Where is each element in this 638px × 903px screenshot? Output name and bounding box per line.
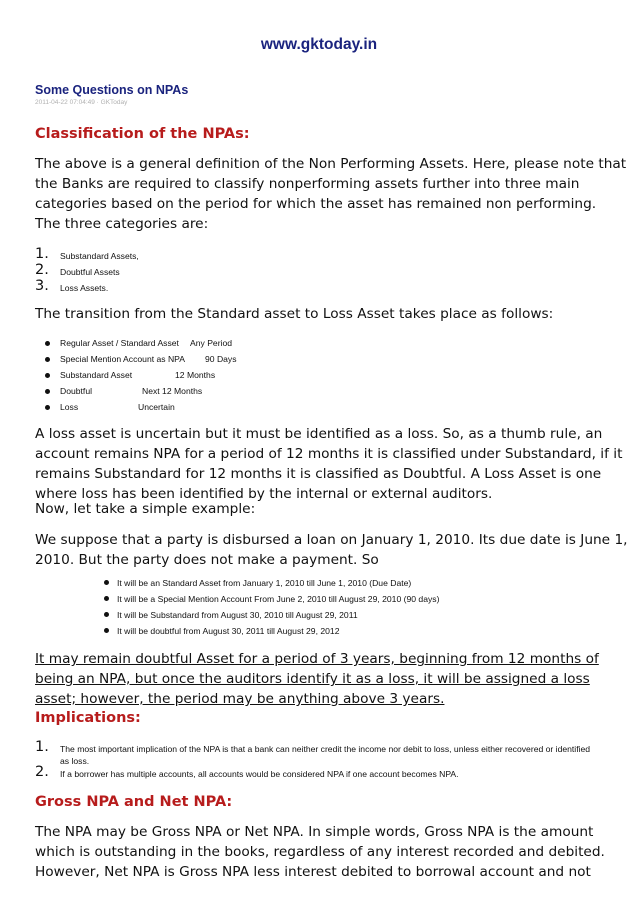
- example-item: It will be a Special Mention Account From June 2, 2010 till August 29, 2010 (90 days): [117, 594, 440, 604]
- text-line: account remains NPA for a period of 12 months it is classified under Substandard, if it: [35, 446, 623, 462]
- example-item: It will be Substandard from August 30, 2010 till August 29, 2011: [117, 610, 358, 620]
- transition-label: Substandard Asset: [60, 370, 133, 380]
- bullet-icon: [45, 389, 50, 394]
- post-meta: 2011-04-22 07:04:49 · GKToday: [35, 99, 128, 106]
- gross-net-paragraph: [35, 822, 615, 882]
- text-line: It may remain doubtful Asset for a period of 3 years, beginning from 12 months of: [35, 651, 599, 667]
- transition-label: Special Mention Account as NPA: [60, 354, 185, 364]
- text-line: which is outstanding in the books, regardless of any interest recorded and debited.: [35, 844, 605, 860]
- transition-label: Regular Asset / Standard Asset: [60, 338, 179, 348]
- text-line: categories based on the period for which the asset has remained non performing.: [35, 196, 597, 212]
- text-line: being an NPA, but once the auditors identify it as a loss, it will be assigned a loss: [35, 671, 590, 687]
- transition-label: Loss: [60, 402, 79, 412]
- implication-item: The most important implication of the NPA is that a bank can neither credit the income nor debit to loss, unless either recovered or identified: [60, 744, 591, 754]
- bullet-icon: [104, 580, 109, 585]
- bullet-icon: [45, 373, 50, 378]
- text-line: A loss asset is uncertain but it must be identified as a loss. So, as a thumb rule, an: [35, 426, 603, 442]
- post-title: Some Questions on NPAs: [35, 83, 189, 97]
- list-item: Substandard Assets,: [60, 251, 139, 261]
- heading-gross-net-npa: Gross NPA and Net NPA:: [35, 794, 233, 810]
- list-number: 3.: [35, 278, 49, 294]
- example-item: It will be doubtful from August 30, 2011 till August 29, 2012: [117, 626, 340, 636]
- transition-period: 90 Days: [205, 354, 237, 364]
- example-item: It will be an Standard Asset from January 1, 2010 till June 1, 2010 (Due Date): [117, 578, 412, 588]
- list-number: 1.: [35, 739, 49, 755]
- text-line: However, Net NPA is Gross NPA less interest debited to borrowal account and not: [35, 864, 591, 880]
- text-line: where loss has been identified by the internal or external auditors.: [35, 486, 493, 502]
- text-line: the Banks are required to classify nonperforming assets further into three main: [35, 176, 580, 192]
- bullet-icon: [104, 628, 109, 633]
- categories-intro: The three categories are:: [35, 216, 209, 232]
- loss-paragraph: [35, 424, 623, 504]
- implication-item: If a borrower has multiple accounts, all accounts would be considered NPA if one account becomes NPA.: [60, 769, 459, 779]
- bullet-icon: [104, 596, 109, 601]
- heading-implications: Implications:: [35, 710, 141, 726]
- underlined-paragraph: [35, 649, 615, 709]
- list-number: 2.: [35, 262, 49, 278]
- implication-item: as loss.: [60, 756, 90, 766]
- list-number: 2.: [35, 764, 49, 780]
- intro-paragraph: [35, 154, 627, 214]
- list-item: Loss Assets.: [60, 283, 109, 293]
- text-line: The NPA may be Gross NPA or Net NPA. In simple words, Gross NPA is the amount: [35, 824, 594, 840]
- transition-label: Doubtful: [60, 386, 93, 396]
- bullet-icon: [45, 341, 50, 346]
- bullet-icon: [45, 357, 50, 362]
- text-line: asset; however, the period may be anything above 3 years.: [35, 691, 445, 707]
- text-line: The above is a general definition of the Non Performing Assets. Here, please note that: [35, 156, 627, 172]
- transition-period: 12 Months: [175, 370, 216, 380]
- list-item: Doubtful Assets: [60, 267, 120, 277]
- transition-period: Next 12 Months: [142, 386, 203, 396]
- list-number: 1.: [35, 246, 49, 262]
- site-url[interactable]: www.gktoday.in: [260, 36, 378, 53]
- transition-period: Uncertain: [138, 402, 175, 412]
- bullet-icon: [104, 612, 109, 617]
- example-paragraph: [35, 530, 628, 570]
- text-line: 2010. But the party does not make a payment. So: [35, 552, 379, 568]
- text-line: We suppose that a party is disbursed a loan on January 1, 2010. Its due date is June 1,: [35, 532, 628, 548]
- bullet-icon: [45, 405, 50, 410]
- heading-classification: Classification of the NPAs:: [35, 126, 250, 142]
- transition-intro: The transition from the Standard asset to Loss Asset takes place as follows:: [35, 306, 554, 322]
- transition-period: Any Period: [190, 338, 233, 348]
- example-intro: Now, let take a simple example:: [35, 501, 256, 517]
- text-line: remains Substandard for 12 months it is classified as Doubtful. A Loss Asset is one: [35, 466, 602, 482]
